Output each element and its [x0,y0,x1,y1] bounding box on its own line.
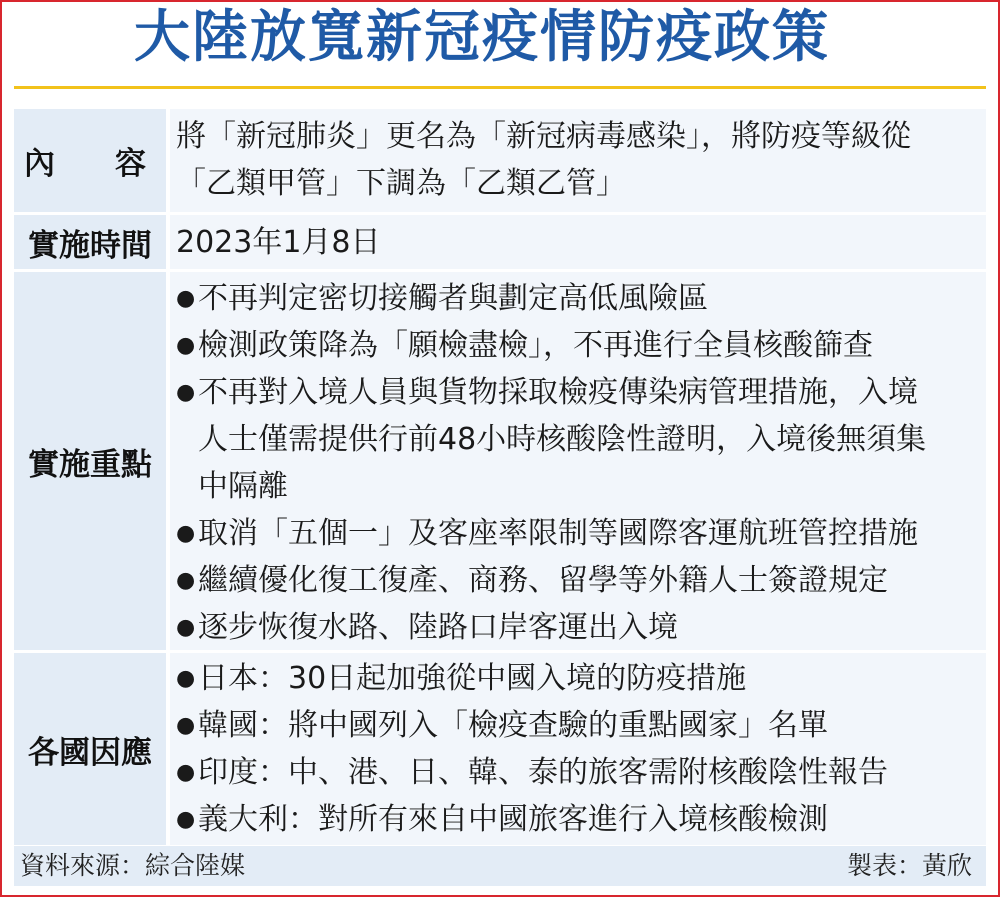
content-line: 「乙類甲管」下調為「乙類乙管」 [176,166,626,201]
row-label-responses: 各國因應 [14,653,166,845]
row-label-content [14,109,166,212]
response-text: 韓國：將中國列入「檢疫查驗的重點國家」名單 [198,708,828,743]
row-responses [14,653,986,845]
key-point-text: 不再判定密切接觸者與劃定高低風險區 [198,281,708,316]
key-point-text: 中隔離 [198,469,288,504]
footer-bar [14,846,986,886]
content-line: 將「新冠肺炎」更名為「新冠病毒感染」，將防疫等級從 [176,119,911,154]
row-label-content-char2: 容 [115,146,146,182]
key-point-item [176,275,980,322]
key-point-item [176,369,980,510]
bullet-icon: ● [176,568,196,593]
row-content [14,109,986,212]
key-point-text: 人士僅需提供行前48小時核酸陰性證明，入境後無須集 [198,422,927,457]
key-point-item [176,557,980,604]
maker-credit: 製表：黃欣 [846,851,972,880]
page-title: 大陸放寬新冠疫情防疫政策 [134,5,830,70]
bullet-icon: ● [176,615,196,640]
response-text: 日本：30日起加強從中國入境的防疫措施 [198,661,747,696]
date-value: 2023年1月8日 [176,225,381,260]
row-value-responses [170,653,986,845]
source-credit: 資料來源：綜合陸媒 [20,851,246,880]
key-point-text: 繼續優化復工復產、商務、留學等外籍人士簽證規定 [198,563,888,598]
bullet-icon: ● [176,760,196,785]
bullet-icon: ● [176,286,196,311]
row-label-date: 實施時間 [14,215,166,269]
bullet-icon: ● [176,807,196,832]
key-point-text: 不再對入境人員與貨物採取檢疫傳染病管理措施，入境 [198,375,918,410]
bullet-icon: ● [176,713,196,738]
row-label-key-points: 實施重點 [14,272,166,650]
key-point-item [176,510,980,557]
key-point-text: 取消「五個一」及客座率限制等國際客運航班管控措施 [198,516,918,551]
row-value-content [170,109,986,212]
response-item [176,655,980,702]
title-divider [14,86,986,89]
bullet-icon: ● [176,333,196,358]
row-key-points [14,272,986,650]
key-point-item [176,322,980,369]
row-value-key-points [170,272,986,650]
response-text: 義大利：對所有來自中國旅客進行入境核酸檢測 [198,802,828,837]
row-date [14,215,986,269]
bullet-icon: ● [176,666,196,691]
response-item [176,749,980,796]
response-item [176,796,980,843]
key-point-text: 檢測政策降為「願檢盡檢」，不再進行全員核酸篩查 [198,328,873,363]
key-point-item [176,604,980,651]
bullet-icon: ● [176,380,196,405]
row-value-date [170,215,986,269]
key-point-text: 逐步恢復水路、陸路口岸客運出入境 [198,610,678,645]
response-text: 印度：中、港、日、韓、泰的旅客需附核酸陰性報告 [198,755,888,790]
response-item [176,702,980,749]
row-label-content-char1: 內 [24,146,55,182]
bullet-icon: ● [176,521,196,546]
